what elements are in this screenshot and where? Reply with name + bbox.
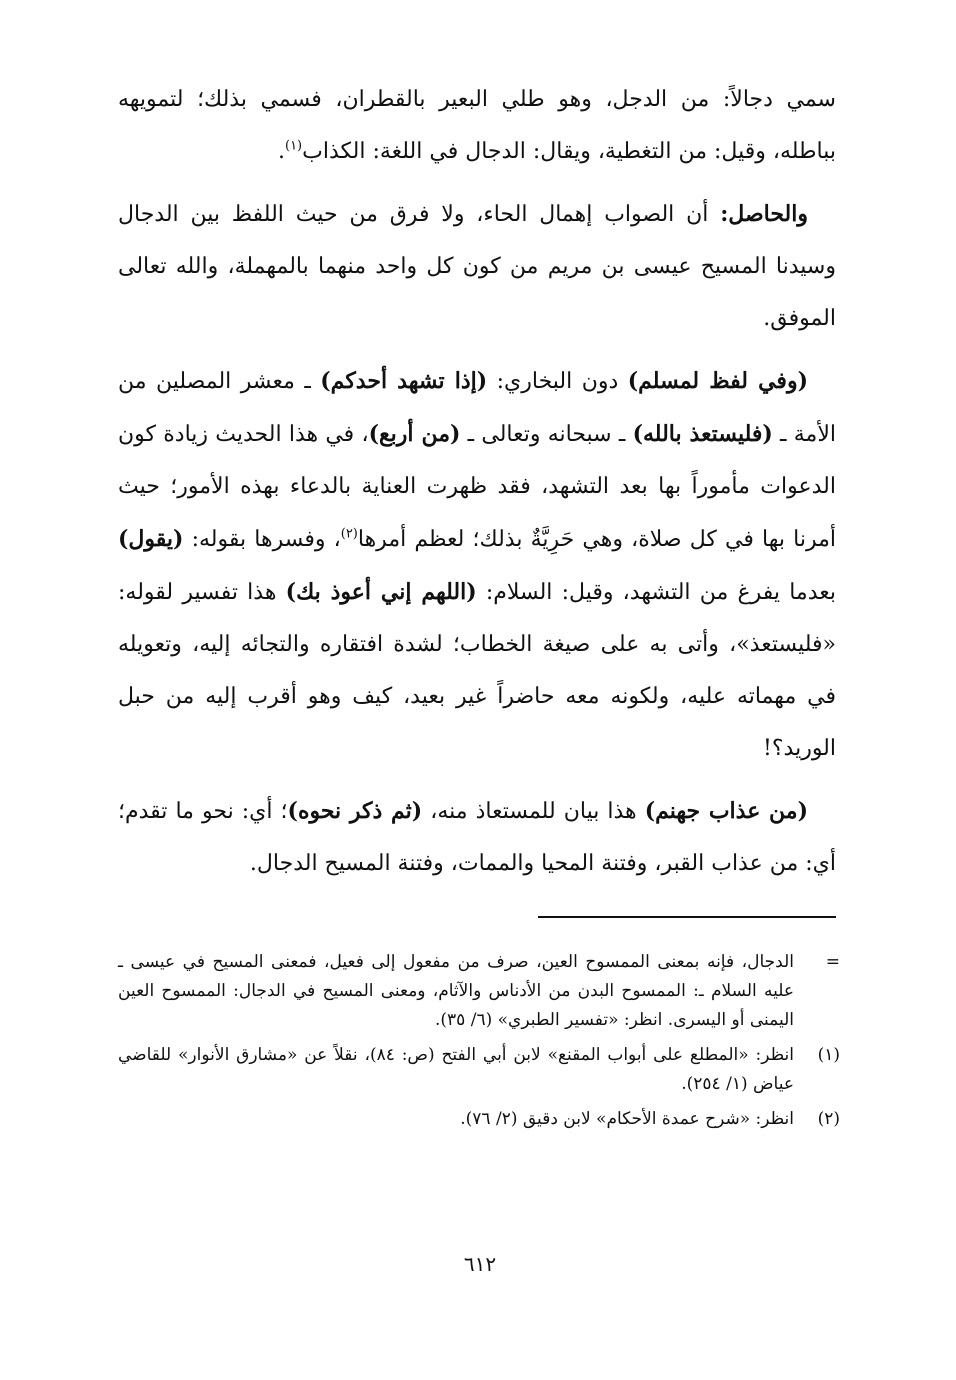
- footnote-ref-1: (١): [284, 138, 303, 154]
- footnote-marker: (٢): [817, 1109, 840, 1129]
- hadith-quote: (فليستعذ بالله): [632, 421, 773, 447]
- footnote-text: انظر: «شرح عمدة الأحكام» لابن دقيق (٢/ ٧٦).: [460, 1109, 794, 1129]
- paragraph-1: [118, 74, 836, 178]
- paragraph-text: بعدما يفرغ من التشهد، وقيل: السلام:: [476, 580, 836, 605]
- main-text: [118, 74, 836, 900]
- footnotes: [118, 948, 840, 1140]
- hadith-quote: (اللهم إني أعوذ بك): [285, 579, 477, 605]
- footnote-continuation: [118, 948, 840, 1035]
- hadith-quote: (من عذاب جهنم): [644, 798, 809, 824]
- paragraph-text: هذا تفسير لقوله: «فليستعذ»، وأتى به على صيغة الخطاب؛ لشدة افتقاره والتجائه إليه، وتعويله في مهماته عليه، ولكونه معه حاضراً غير بعيد، كيف وهو أقرب إليه من حبل الوريد؟!: [118, 580, 836, 761]
- paragraph-text: ؛ أي: نحو ما تقدم؛ أي: من عذاب القبر، وفتنة المحيا والممات، وفتنة المسيح الدجال.: [118, 799, 836, 876]
- footnote-marker: (١): [817, 1045, 840, 1065]
- footnote-separator: [538, 916, 836, 918]
- page-number: ٦١٢: [463, 1252, 497, 1276]
- hadith-quote: (وفي لفظ لمسلم): [627, 368, 808, 394]
- hadith-quote: (يقول): [118, 526, 184, 552]
- paragraph-text: ، في هذا الحديث زيادة كون الدعوات مأموراً بها بعد التشهد، فقد ظهرت العناية بالدعاء بهذه الأمور؛ حيث أمرنا بها في كل صلاة، وهي حَرِيَّةٌ بذلك؛ لعظم أمرها: [118, 422, 836, 552]
- hadith-quote: (ثم ذكر نحوه): [287, 798, 423, 824]
- paragraph-4: [118, 785, 836, 890]
- paragraph-3: [118, 355, 836, 775]
- paragraph-text: سمي دجالاً: من الدجل، وهو طلي البعير بالقطران، فسمي بذلك؛ لتمويهه بباطله، وقيل: من التغطية، ويقال: الدجال في اللغة: الكذاب: [118, 87, 836, 164]
- footnote-2: [118, 1105, 840, 1134]
- hadith-quote: (إذا تشهد أحدكم): [320, 368, 488, 394]
- bold-term: والحاصل:: [720, 201, 808, 227]
- paragraph-text: دون البخاري:: [487, 369, 628, 394]
- paragraph-text: أن الصواب إهمال الحاء، ولا فرق من حيث اللفظ بين الدجال وسيدنا المسيح عيسى بن مريم من كون كل واحد منهما بالمهملة، والله تعالى الموفق.: [118, 202, 836, 331]
- footnote-ref-2: (٢): [340, 526, 358, 542]
- hadith-quote: (من أربع): [368, 421, 461, 447]
- paragraph-text: ـ سبحانه وتعالى ـ: [460, 422, 633, 447]
- paragraph-text: ، وفسرها بقوله:: [183, 527, 341, 552]
- footnote-marker: =: [825, 952, 840, 972]
- paragraph-text: .: [277, 139, 285, 164]
- paragraph-2: [118, 188, 836, 345]
- paragraph-text: ـ معشر المصلين من الأمة ـ: [118, 369, 836, 447]
- footnote-text: الدجال، فإنه بمعنى الممسوح العين، صرف من مفعول إلى فعيل، فمعنى المسيح في عيسى ـ عليه السلام ـ: الممسوح البدن من الأدناس والآثام، ومعنى المسيح في الدجال: الممسوح العين اليمنى أو اليسرى. انظر: «تفسير الطبري» (٦/ ٣٥).: [118, 952, 794, 1030]
- paragraph-text: هذا بيان للمستعاذ منه،: [422, 799, 645, 824]
- footnote-1: [118, 1041, 840, 1099]
- footnote-text: انظر: «المطلع على أبواب المقنع» لابن أبي الفتح (ص: ٨٤)، نقلاً عن «مشارق الأنوار» للقاضي عياض (١/ ٢٥٤).: [118, 1045, 795, 1094]
